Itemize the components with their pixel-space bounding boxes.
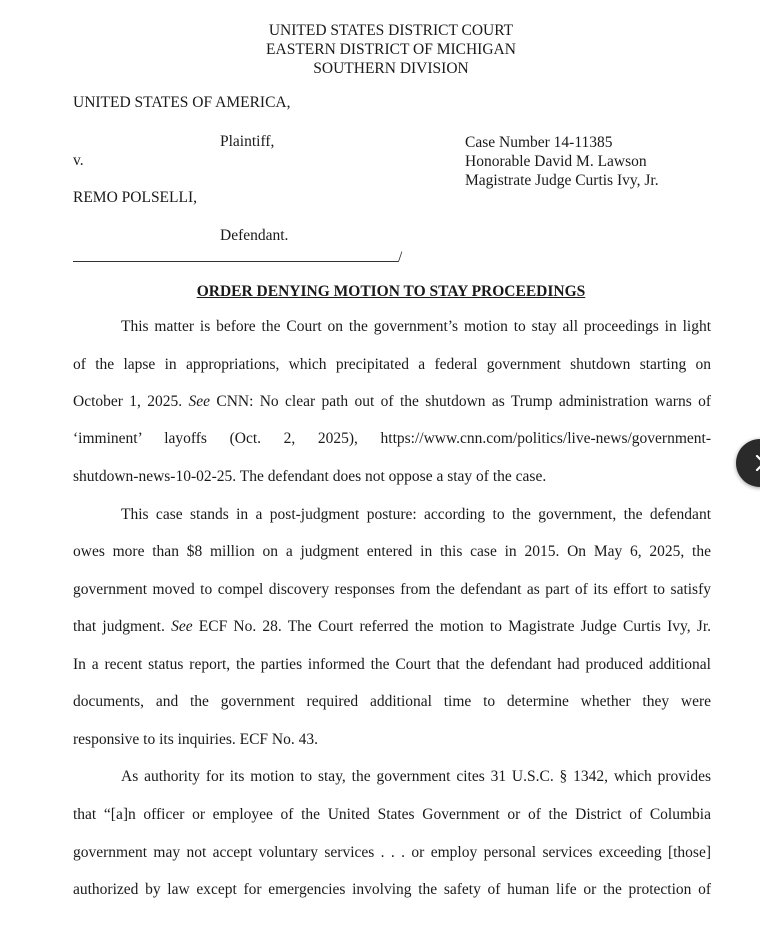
- body-line: This case stands in a post-judgment posture: according to the government, the defendant: [121, 506, 711, 523]
- caption-signature-line: [73, 247, 402, 267]
- body-line: owes more than $8 million on a judgment entered in this case in 2015. On May 6, 2025, the: [73, 543, 711, 560]
- caption-slash: /: [398, 249, 403, 266]
- defendant-name: REMO POLSELLI,: [73, 189, 197, 206]
- body-text: October 1, 2025.: [73, 393, 183, 410]
- underline-rule: [73, 247, 398, 262]
- judge-name: Honorable David M. Lawson: [465, 153, 647, 170]
- court-name: UNITED STATES DISTRICT COURT: [268, 22, 514, 39]
- body-line: of the lapse in appropriations, which precipitated a federal government shutdown starting on: [73, 356, 711, 373]
- case-number: Case Number 14-11385: [465, 134, 613, 151]
- plaintiff-name: UNITED STATES OF AMERICA,: [73, 94, 291, 111]
- chevron-right-icon: [750, 453, 760, 473]
- body-line: documents, and the government required additional time to determine whether they were: [73, 693, 711, 710]
- citation-signal: See: [188, 393, 210, 410]
- body-line: responsive to its inquiries. ECF No. 43.: [73, 731, 318, 748]
- court-header: [0, 21, 760, 78]
- versus: v.: [73, 152, 84, 169]
- court-division: SOUTHERN DIVISION: [313, 60, 469, 77]
- court-district: EASTERN DISTRICT OF MICHIGAN: [266, 41, 516, 58]
- body-line: shutdown-news-10-02-25. The defendant does not oppose a stay of the case.: [73, 468, 547, 485]
- body-text: that judgment.: [73, 618, 165, 635]
- next-page-button[interactable]: [736, 439, 760, 487]
- body-line: government may not accept voluntary services . . . or employ personal services exceeding [those]: [73, 844, 711, 861]
- body-line: [73, 618, 711, 636]
- plaintiff-label: Plaintiff,: [220, 133, 275, 150]
- body-text: ECF No. 28. The Court referred the motion to Magistrate Judge Curtis Ivy, Jr.: [198, 618, 712, 635]
- case-info: [465, 133, 659, 190]
- body-line: government moved to compel discovery responses from the defendant as part of its effort to satisfy: [73, 581, 711, 598]
- defendant-label: Defendant.: [220, 227, 289, 244]
- body-line: In a recent status report, the parties informed the Court that the defendant had produced additional: [73, 656, 711, 673]
- body-line: This matter is before the Court on the government’s motion to stay all proceedings in light: [121, 318, 711, 335]
- body-line: that “[a]n officer or employee of the United States Government or of the District of Columbia: [73, 806, 711, 823]
- body-line: authorized by law except for emergencies involving the safety of human life or the protection of: [73, 881, 711, 898]
- body-line: [73, 393, 711, 411]
- body-text: CNN: No clear path out of the shutdown as Trump administration warns of: [216, 393, 712, 410]
- magistrate-name: Magistrate Judge Curtis Ivy, Jr.: [465, 172, 659, 189]
- order-title: ORDER DENYING MOTION TO STAY PROCEEDINGS: [196, 283, 586, 300]
- body-line: As authority for its motion to stay, the government cites 31 U.S.C. § 1342, which provides: [121, 768, 711, 785]
- body-line: ‘imminent’ layoffs (Oct. 2, 2025), https://www.cnn.com/politics/live-news/government-: [73, 430, 711, 447]
- citation-signal: See: [171, 618, 193, 635]
